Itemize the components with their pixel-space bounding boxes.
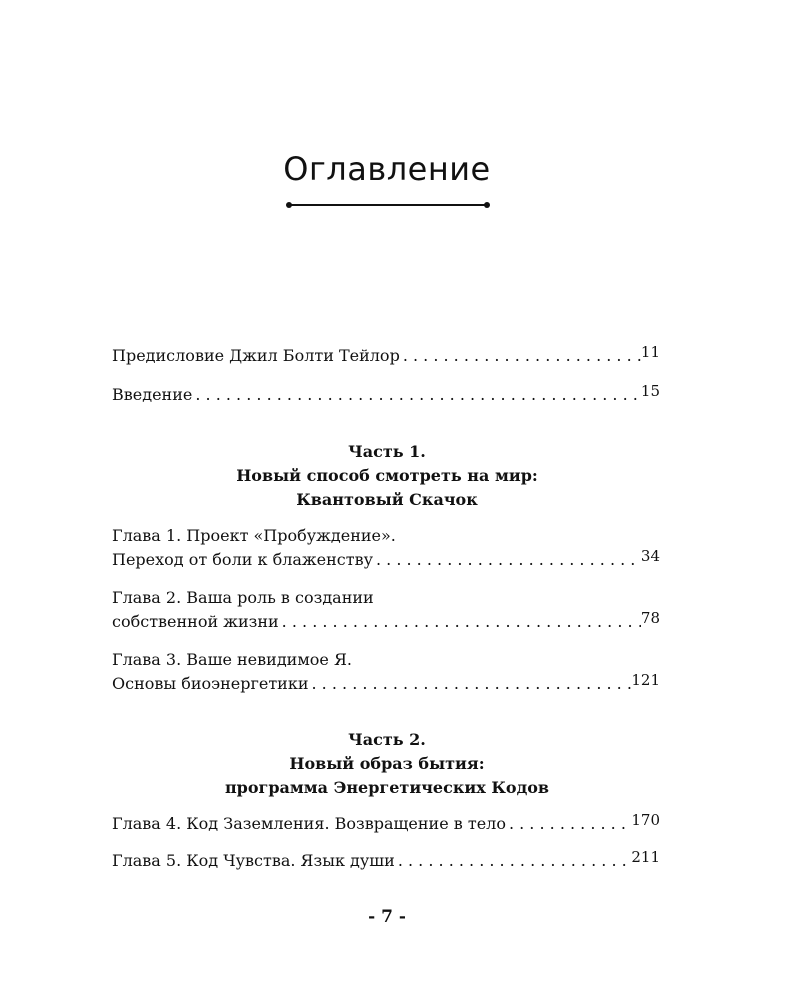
dot-leader — [506, 812, 631, 836]
part2-title-line1: Новый образ бытия: — [289, 754, 485, 773]
toc-entry-title: Глава 1. Проект «Пробуждение». — [112, 526, 396, 545]
toc-entry-chapter-5[interactable] — [112, 849, 660, 873]
dot-leader — [279, 610, 641, 634]
toc-entry-preface[interactable] — [112, 344, 660, 368]
divider-dot-right — [484, 202, 490, 208]
dot-leader — [192, 383, 641, 407]
part2-label: Часть 2. — [348, 730, 426, 749]
toc-entry-title-cont: собственной жизни — [112, 612, 279, 631]
toc-entry-page: 34 — [640, 547, 660, 565]
toc-entry-page: 170 — [631, 811, 660, 829]
toc-entry-introduction[interactable] — [112, 383, 660, 407]
toc-entry-page: 11 — [640, 343, 660, 361]
dot-leader — [400, 344, 641, 368]
toc-entry-title: Введение — [112, 385, 193, 404]
toc-entry-page: 121 — [631, 671, 660, 689]
dot-leader — [373, 548, 641, 572]
part2-title-line2: программа Энергетических Кодов — [224, 778, 550, 797]
dot-leader — [395, 849, 632, 873]
dot-leader — [309, 672, 632, 696]
toc-entry-page: 78 — [640, 609, 660, 627]
toc-entry-title: Глава 2. Ваша роль в создании — [112, 588, 374, 607]
part1-title-line1: Новый способ смотреть на мир: — [236, 466, 538, 485]
page-title: Оглавление — [283, 150, 491, 188]
toc-entry-chapter-3[interactable] — [112, 648, 660, 696]
toc-entry-title: Глава 4. Код Заземления. Возвращение в тело — [112, 814, 506, 833]
toc-entry-title-cont: Основы биоэнергетики — [112, 674, 309, 693]
toc-entry-chapter-1[interactable] — [112, 524, 660, 572]
toc-entry-page: 211 — [631, 848, 660, 866]
toc-entry-page: 15 — [640, 382, 660, 400]
toc-entry-chapter-4[interactable] — [112, 812, 660, 836]
toc-entry-title-cont: Переход от боли к блаженству — [112, 550, 373, 569]
divider-dot-left — [286, 202, 292, 208]
toc-entry-chapter-2[interactable] — [112, 586, 660, 634]
part1-label: Часть 1. — [348, 442, 426, 461]
toc-entry-title: Глава 5. Код Чувства. Язык души — [112, 851, 395, 870]
title-divider — [289, 204, 487, 206]
toc-entry-title: Глава 3. Ваше невидимое Я. — [112, 650, 352, 669]
part1-title-line2: Квантовый Скачок — [296, 490, 478, 509]
toc-entry-title: Предисловие Джил Болти Тейлор — [112, 346, 400, 365]
page-number: - 7 - — [368, 907, 406, 927]
